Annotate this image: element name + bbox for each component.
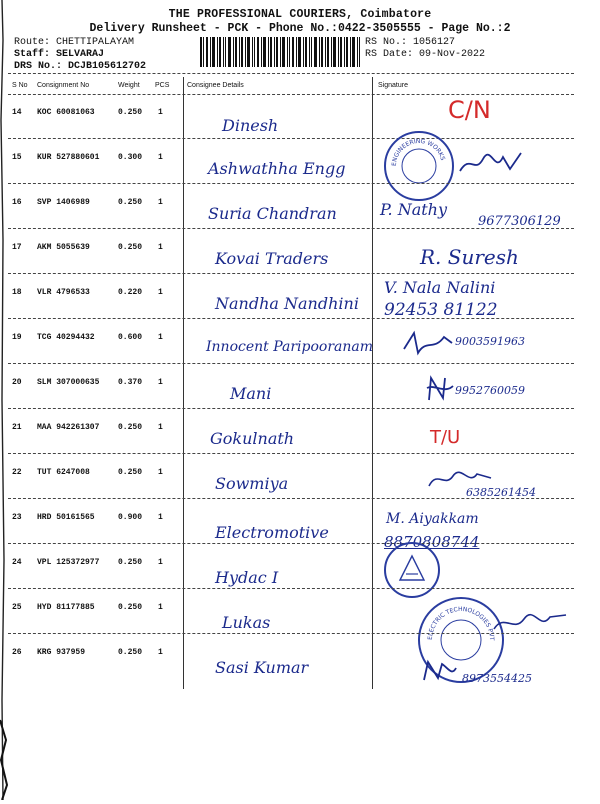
signature-phone: 8973554425: [462, 672, 532, 685]
consignee-name: Electromotive: [215, 523, 329, 542]
staff-line: [14, 49, 104, 60]
svg-text:ELECTRIC TECHNOLOGIES PVT. LTD: ELECTRIC TECHNOLOGIES PVT: [426, 605, 496, 641]
route-label: Route:: [14, 37, 51, 48]
col-weight: Weight: [118, 82, 140, 89]
consignee-name: Ashwathha Engg: [208, 159, 346, 178]
signature-remark: C/N: [448, 96, 491, 124]
row-consignment: KRG 937959: [37, 648, 86, 657]
signature-scribble: [425, 374, 455, 404]
consignee-name: Gokulnath: [210, 429, 295, 448]
row-consignment: HRD 50161565: [37, 513, 95, 522]
row-sno: 24: [12, 558, 22, 567]
col-signature: Signature: [378, 82, 408, 89]
table-row: [0, 501, 600, 551]
row-weight: 0.220: [118, 288, 143, 297]
signature-phone: 9003591963: [455, 335, 525, 348]
row-consignment: VLR 4796533: [37, 288, 90, 297]
row-pcs: 1: [158, 603, 163, 612]
row-separator: [8, 183, 574, 184]
row-sno: 14: [12, 108, 22, 117]
consignee-name: Mani: [230, 384, 272, 403]
signature-phone: 9952760059: [455, 384, 525, 397]
row-weight: 0.600: [118, 333, 143, 342]
row-consignment: SLM 307000635: [37, 378, 100, 387]
signature-name: R. Suresh: [420, 245, 519, 269]
row-pcs: 1: [158, 153, 163, 162]
row-separator: [8, 633, 574, 634]
rs-date-label: RS Date:: [365, 49, 414, 60]
row-pcs: 1: [158, 333, 163, 342]
consignee-name: Dinesh: [222, 116, 279, 135]
consignee-name: Innocent Paripooranam: [206, 339, 374, 355]
consignee-name: Hydac I: [215, 568, 279, 587]
row-sno: 17: [12, 243, 22, 252]
row-sno: 19: [12, 333, 22, 342]
route-value: CHETTIPALAYAM: [56, 37, 135, 48]
runsheet-title: Delivery Runsheet - PCK - Phone No.:0422-3505555 - Page No.:2: [89, 22, 511, 35]
hydac-stamp: [384, 542, 440, 598]
barcode: [200, 37, 360, 67]
rs-date-value: 09-Nov-2022: [419, 49, 486, 60]
row-separator: [8, 543, 574, 544]
rs-no-line: [365, 37, 455, 48]
row-pcs: 1: [158, 468, 163, 477]
row-pcs: 1: [158, 558, 163, 567]
svg-text:ENGINEERING WORKS: ENGINEERING WORKS: [390, 137, 447, 167]
row-pcs: 1: [158, 648, 163, 657]
row-consignment: TCG 40294432: [37, 333, 95, 342]
rs-no-value: 1056127: [413, 37, 456, 48]
row-consignment: TUT 6247008: [37, 468, 90, 477]
table-row: [0, 321, 600, 366]
table-row: [0, 276, 600, 321]
signature-name: P. Nathy: [380, 200, 448, 219]
signature-name: M. Aiyakkam: [386, 511, 479, 527]
row-sno: 16: [12, 198, 22, 207]
row-weight: 0.250: [118, 558, 143, 567]
row-separator: [8, 453, 574, 454]
row-sno: 22: [12, 468, 22, 477]
row-pcs: 1: [158, 108, 163, 117]
row-consignment: VPL 125372977: [37, 558, 100, 567]
row-weight: 0.250: [118, 108, 143, 117]
staff-label: Staff:: [14, 49, 51, 60]
row-consignment: HYD 81177885: [37, 603, 95, 612]
row-sno: 21: [12, 423, 22, 432]
table-row: [0, 231, 600, 276]
table-row: [0, 411, 600, 456]
row-separator: [8, 273, 574, 274]
row-sno: 23: [12, 513, 22, 522]
row-separator: [8, 498, 574, 499]
route-line: [14, 37, 134, 48]
table-row: [0, 186, 600, 231]
signature-phone: 6385261454: [466, 486, 536, 499]
drs-line: [14, 61, 146, 72]
row-weight: 0.250: [118, 648, 143, 657]
row-consignment: MAA 942261307: [37, 423, 100, 432]
consignee-name: Suria Chandran: [208, 204, 337, 223]
row-pcs: 1: [158, 288, 163, 297]
col-consignment: Consignment No: [37, 82, 90, 89]
table-row: [0, 636, 600, 685]
row-consignment: KUR 527880601: [37, 153, 100, 162]
row-pcs: 1: [158, 423, 163, 432]
row-weight: 0.250: [118, 468, 143, 477]
table-row: [0, 96, 600, 141]
signature-scribble: [455, 149, 525, 179]
col-pcs: PCS: [155, 82, 170, 89]
row-weight: 0.250: [118, 603, 143, 612]
row-consignment: SVP 1406989: [37, 198, 90, 207]
signature-name: V. Nala Nalini: [384, 278, 496, 297]
row-separator: [8, 363, 574, 364]
row-separator: [8, 408, 574, 409]
row-pcs: 1: [158, 513, 163, 522]
row-pcs: 1: [158, 243, 163, 252]
drs-label: DRS No.:: [14, 61, 63, 72]
row-sno: 15: [12, 153, 22, 162]
row-sno: 26: [12, 648, 22, 657]
row-consignment: KOC 60081063: [37, 108, 95, 117]
row-weight: 0.250: [118, 198, 143, 207]
header-separator-bottom: [8, 94, 574, 95]
col-sno: S No: [12, 82, 28, 89]
row-weight: 0.370: [118, 378, 143, 387]
signature-phone: 92453 81122: [384, 300, 498, 320]
row-pcs: 1: [158, 198, 163, 207]
signature-phone: 8870808744: [384, 533, 480, 551]
row-separator: [8, 228, 574, 229]
table-row: [0, 456, 600, 501]
row-separator: [8, 588, 574, 589]
table-row: [0, 366, 600, 411]
signature-phone: 9677306129: [478, 214, 561, 229]
row-weight: 0.250: [118, 243, 143, 252]
row-sno: 25: [12, 603, 22, 612]
staff-value: SELVARAJ: [56, 49, 105, 60]
drs-value: DCJB105612702: [68, 61, 147, 72]
row-weight: 0.900: [118, 513, 143, 522]
row-sno: 20: [12, 378, 22, 387]
consignee-name: Lukas: [222, 613, 271, 632]
signature-remark: T/U: [430, 427, 461, 448]
consignee-name: Sasi Kumar: [215, 658, 309, 677]
col-consignee: Consignee Details: [187, 82, 244, 89]
company-title: THE PROFESSIONAL COURIERS, Coimbatore: [168, 8, 432, 21]
signature-scribble: [400, 329, 455, 359]
signature-scribble: [420, 658, 460, 684]
table-row: [0, 137, 600, 186]
row-pcs: 1: [158, 378, 163, 387]
row-weight: 0.250: [118, 423, 143, 432]
row-separator: [8, 318, 574, 319]
consignee-name: Sowmiya: [215, 474, 289, 493]
row-sno: 18: [12, 288, 22, 297]
row-consignment: AKM 5055639: [37, 243, 90, 252]
consignee-name: Kovai Traders: [215, 249, 329, 268]
table-row: [0, 591, 600, 641]
table-row: [0, 546, 600, 591]
consignee-name: Nandha Nandhini: [215, 294, 359, 313]
rs-date-line: [365, 49, 485, 60]
row-separator: [8, 138, 574, 139]
rs-no-label: RS No.:: [365, 37, 408, 48]
header-separator-top: [8, 73, 574, 74]
row-weight: 0.300: [118, 153, 143, 162]
